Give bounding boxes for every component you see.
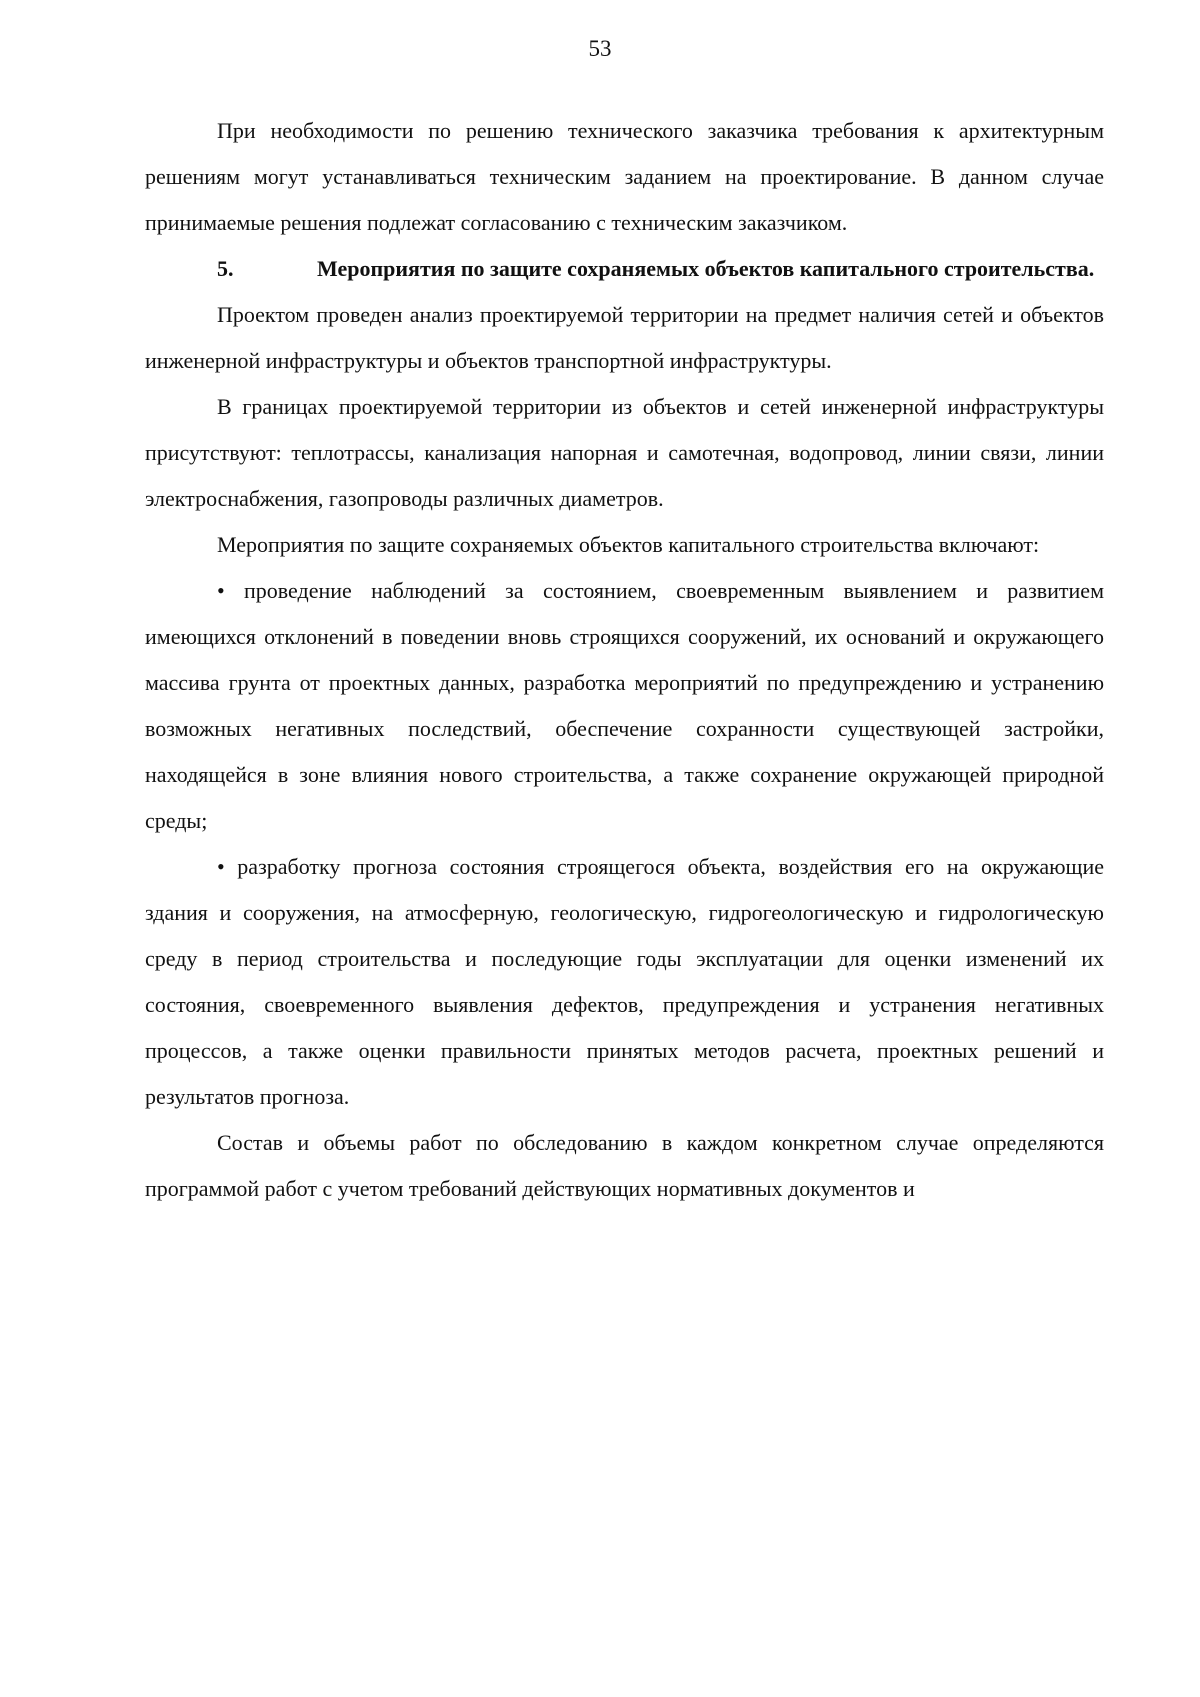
section-number: 5.: [217, 256, 234, 281]
page-body: [145, 108, 1104, 1212]
section-heading: [145, 246, 1104, 292]
list-item-observations: • проведение наблюдений за состоянием, своевременным выявлением и развитием имеющихся отклонений в поведении вновь строящихся сооружений, их оснований и окружающего массива грунта от проектных данных, разработка мероприятий по предупреждению и устранению возможных негативных последствий, обеспечение сохранности существующей застройки, находящейся в зоне влияния нового строительства, а также сохранение окружающей природной среды;: [145, 578, 1104, 833]
section-title: Мероприятия по защите сохраняемых объектов капитального строительства.: [317, 256, 1095, 281]
paragraph-analysis: Проектом проведен анализ проектируемой территории на предмет наличия сетей и объектов инженерной инфраструктуры и объектов транспортной инфраструктуры.: [145, 302, 1104, 373]
paragraph-composition: Состав и объемы работ по обследованию в каждом конкретном случае определяются программой работ с учетом требований действующих нормативных документов и: [145, 1130, 1104, 1201]
list-item-forecast: • разработку прогноза состояния строящегося объекта, воздействия его на окружающие здания и сооружения, на атмосферную, геологическую, гидрогеологическую и гидрологическую среду в период строительства и последующие годы эксплуатации для оценки изменений их состояния, своевременного выявления дефектов, предупреждения и устранения негативных процессов, а также оценки правильности принятых методов расчета, проектных решений и результатов прогноза.: [145, 854, 1104, 1109]
paragraph-networks: В границах проектируемой территории из объектов и сетей инженерной инфраструктуры присутствуют: теплотрассы, канализация напорная и самотечная, водопровод, линии связи, линии электроснабжения, газопроводы различных диаметров.: [145, 394, 1104, 511]
page-number: 53: [588, 36, 612, 61]
paragraph-measures-intro: Мероприятия по защите сохраняемых объектов капитального строительства включают:: [217, 532, 1040, 557]
paragraph-intro: При необходимости по решению технического заказчика требования к архитектурным решениям могут устанавливаться техническим заданием на проектирование. В данном случае принимаемые решения подлежат согласованию с техническим заказчиком.: [145, 118, 1104, 235]
